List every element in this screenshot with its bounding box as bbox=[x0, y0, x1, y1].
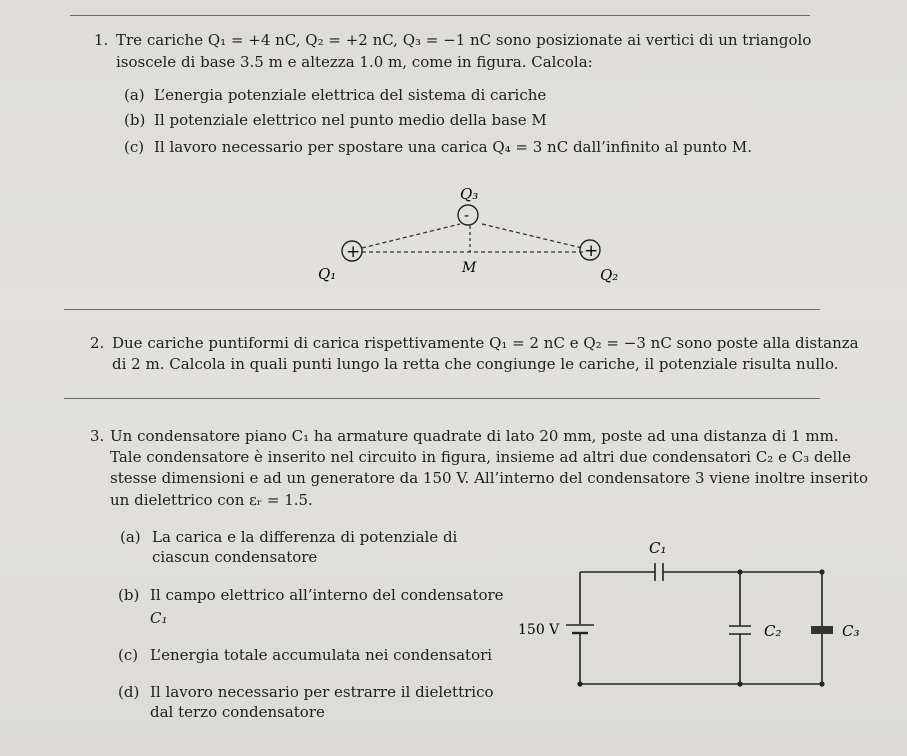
c3-dielectric-block bbox=[811, 626, 833, 634]
q2-plus-sign: + bbox=[584, 241, 599, 261]
problem2-number: 2. bbox=[90, 334, 105, 352]
problem1-item-a-label: (a) bbox=[124, 86, 145, 104]
junction-dot bbox=[577, 681, 582, 686]
c1-label: C₁ bbox=[649, 539, 667, 557]
problem3-item-d-line2: dal terzo condensatore bbox=[150, 703, 325, 721]
divider-1 bbox=[64, 309, 820, 310]
charges-triangle-figure bbox=[300, 180, 630, 290]
left-side-line bbox=[362, 224, 460, 248]
problem1-number: 1. bbox=[94, 31, 109, 49]
problem1-item-b-text: Il potenziale elettrico nel punto medio della base M bbox=[154, 111, 547, 129]
problem3-line1: Un condensatore piano C₁ ha armature quadrate di lato 20 mm, poste ad una distanza di 1 mm. bbox=[110, 427, 839, 445]
source-label: 150 V bbox=[518, 622, 560, 638]
problem1-item-c-label: (c) bbox=[124, 138, 145, 156]
top-divider bbox=[70, 15, 810, 16]
problem3-item-b-line2: C₁ bbox=[150, 609, 168, 627]
problem1-item-c-text: Il lavoro necessario per spostare una carica Q₄ = 3 nC dall’infinito al punto M. bbox=[154, 138, 752, 156]
problem1-item-a-text: L’energia potenziale elettrica del sistema di cariche bbox=[154, 86, 547, 104]
problem3-item-c-line1: L’energia totale accumulata nei condensatori bbox=[150, 646, 493, 664]
junction-dot bbox=[737, 681, 742, 686]
problem2-line1: Due cariche puntiformi di carica rispettivamente Q₁ = 2 nC e Q₂ = −3 nC sono poste alla distanza bbox=[112, 334, 859, 352]
problem3-item-d-label: (d) bbox=[118, 683, 140, 701]
problem3-item-a-label: (a) bbox=[120, 528, 141, 546]
capacitor-circuit-diagram bbox=[500, 530, 880, 710]
problem3-item-b-line1: Il campo elettrico all’interno del condensatore bbox=[150, 586, 504, 604]
problem3-item-d-line1: Il lavoro necessario per estrarre il dielettrico bbox=[150, 683, 494, 701]
q2-label: Q₂ bbox=[600, 266, 619, 284]
junction-dot bbox=[737, 569, 742, 574]
problem1-item-b-label: (b) bbox=[124, 111, 146, 129]
problem3-number: 3. bbox=[90, 427, 105, 445]
q3-minus-sign: - bbox=[464, 206, 470, 224]
problem3-item-a-line1: La carica e la differenza di potenziale di bbox=[152, 528, 458, 546]
m-label: M bbox=[462, 260, 477, 276]
problem1-line2: isoscele di base 3.5 m e altezza 1.0 m, come in figura. Calcola: bbox=[116, 53, 593, 71]
c2-label: C₂ bbox=[764, 622, 782, 640]
divider-2 bbox=[64, 398, 820, 399]
junction-dot bbox=[819, 569, 824, 574]
problem1-line1: Tre cariche Q₁ = +4 nC, Q₂ = +2 nC, Q₃ = −1 nC sono posizionate ai vertici di un triangolo bbox=[116, 31, 812, 49]
q1-label: Q₁ bbox=[318, 265, 337, 283]
problem3-item-b-label: (b) bbox=[118, 586, 140, 604]
problem3-line4: un dielettrico con εᵣ = 1.5. bbox=[110, 491, 313, 509]
q1-plus-sign: + bbox=[346, 242, 361, 262]
problem3-item-a-line2: ciascun condensatore bbox=[152, 548, 318, 566]
c3-label: C₃ bbox=[842, 622, 860, 640]
junction-dot bbox=[819, 681, 824, 686]
problem3-item-c-label: (c) bbox=[118, 646, 139, 664]
right-side-line bbox=[482, 224, 582, 248]
problem3-line3: stesse dimensioni e ad un generatore da 150 V. All’interno del condensatore 3 viene inoltre inserito bbox=[110, 469, 868, 487]
q3-label: Q₃ bbox=[460, 185, 479, 203]
problem2-line2: di 2 m. Calcola in quali punti lungo la retta che congiunge le cariche, il potenziale risulta nullo. bbox=[112, 355, 839, 373]
problem3-line2: Tale condensatore è inserito nel circuito in figura, insieme ad altri due condensatori C₂ e C₃ delle bbox=[110, 448, 851, 466]
